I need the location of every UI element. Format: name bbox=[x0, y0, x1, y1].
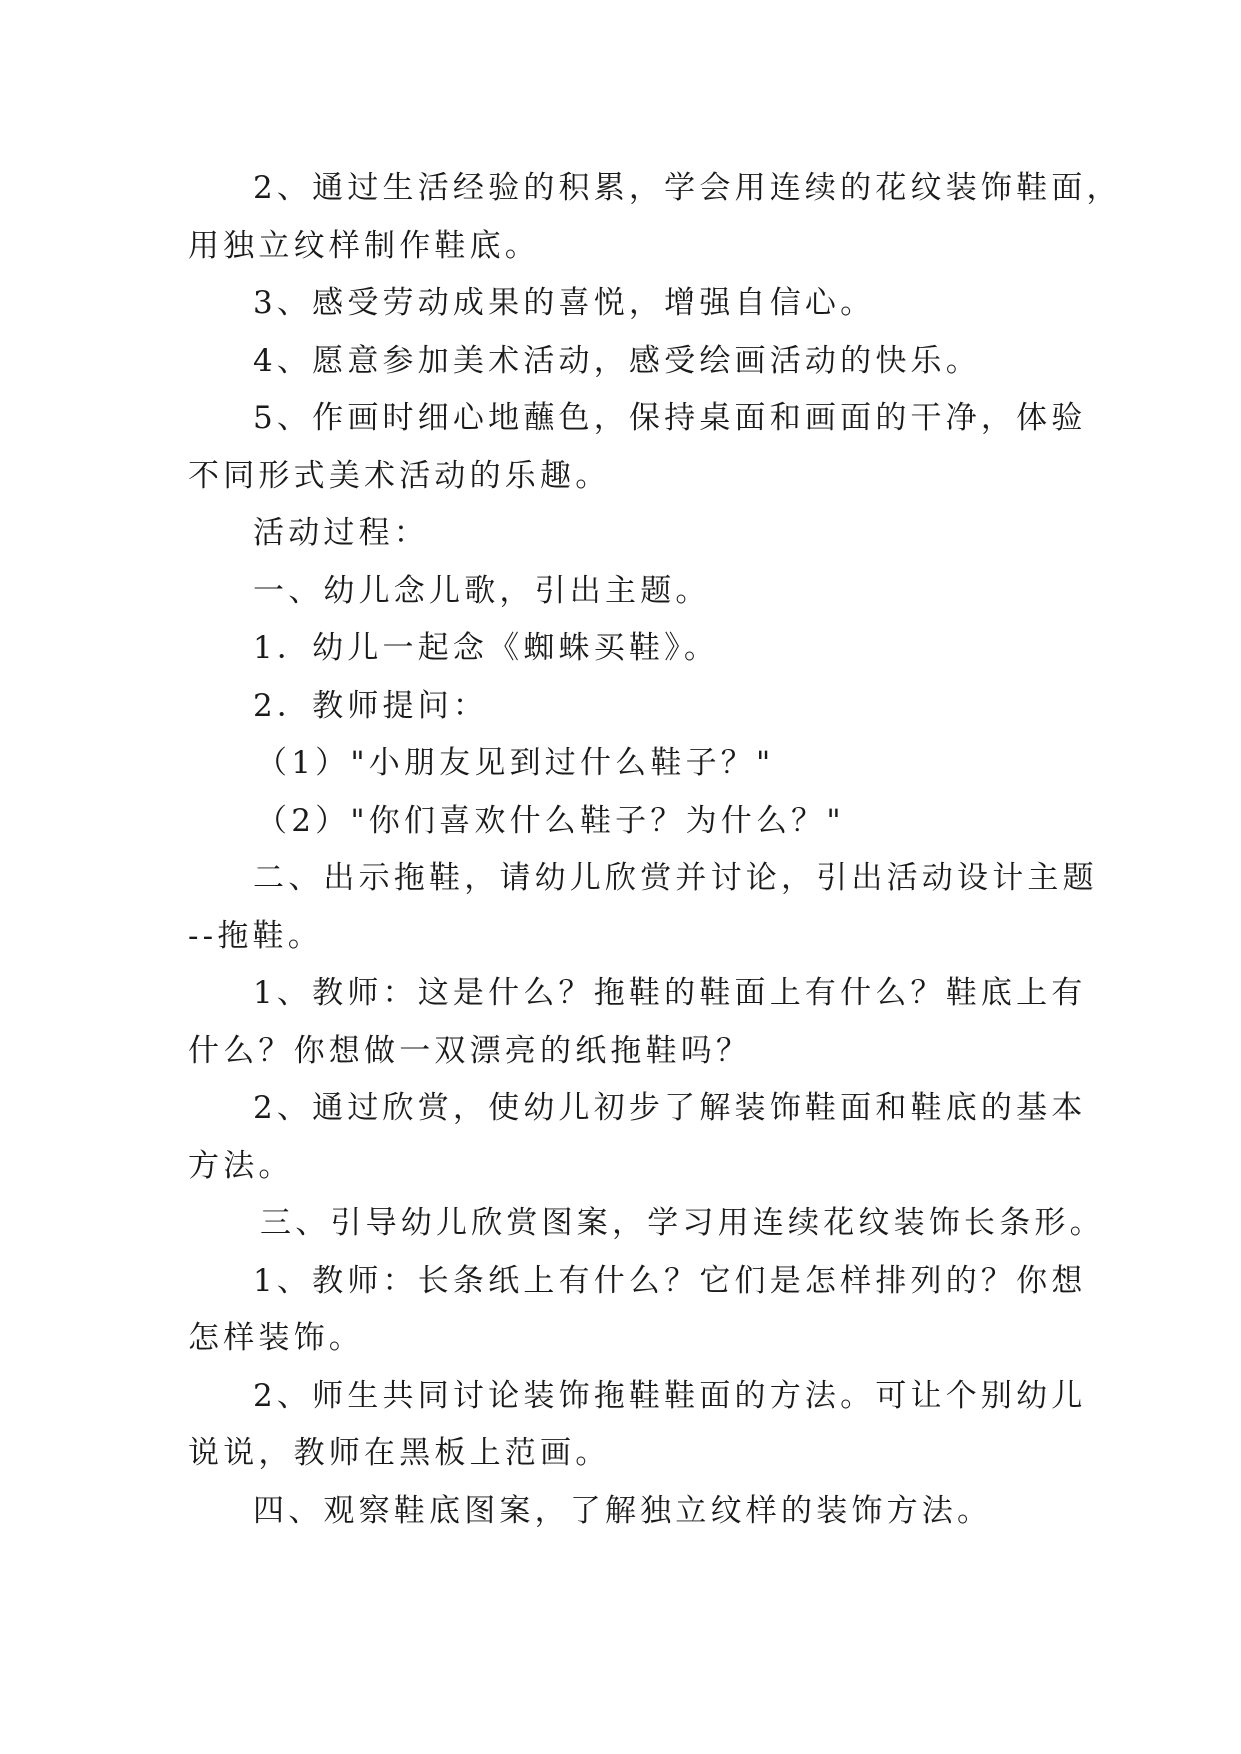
text-line: 什么？你想做一双漂亮的纸拖鞋吗？ bbox=[188, 1032, 752, 1069]
text-line: 4、愿意参加美术活动，感受绘画活动的快乐。 bbox=[253, 342, 981, 379]
text-line: 2、通过生活经验的积累，学会用连续的花纹装饰鞋面， bbox=[253, 170, 1122, 206]
text-line: 四、观察鞋底图案，了解独立纹样的装饰方法。 bbox=[253, 1492, 993, 1529]
text-line: 怎样装饰。 bbox=[188, 1320, 364, 1356]
text-line: --拖鞋。 bbox=[188, 917, 323, 954]
text-line: 5、作画时细心地蘸色，保持桌面和画面的干净，体验 bbox=[253, 400, 1087, 436]
text-line: 不同形式美术活动的乐趣。 bbox=[188, 457, 611, 494]
text-line: 3、感受劳动成果的喜悦，增强自信心。 bbox=[253, 285, 876, 321]
text-line: 1、教师：这是什么？拖鞋的鞋面上有什么？鞋底上有 bbox=[253, 975, 1087, 1011]
text-line: 2、通过欣赏，使幼儿初步了解装饰鞋面和鞋底的基本 bbox=[253, 1090, 1087, 1126]
text-line: 2．教师提问： bbox=[253, 687, 489, 724]
text-line: 1、教师：长条纸上有什么？它们是怎样排列的？你想 bbox=[253, 1262, 1087, 1299]
text-line: （2）"你们喜欢什么鞋子？为什么？" bbox=[256, 802, 845, 839]
text-line: 三、引导幼儿欣赏图案，学习用连续花纹装饰长条形。 bbox=[260, 1205, 1105, 1241]
text-line: 二、出示拖鞋，请幼儿欣赏并讨论，引出活动设计主题 bbox=[253, 860, 1098, 896]
text-line: 一、幼儿念儿歌，引出主题。 bbox=[253, 572, 711, 609]
text-line: 1．幼儿一起念《蜘蛛买鞋》。 bbox=[253, 630, 720, 666]
text-line: 活动过程： bbox=[253, 515, 429, 551]
text-line: 用独立纹样制作鞋底。 bbox=[188, 227, 540, 264]
document-body bbox=[188, 160, 1122, 1540]
text-line: 2、师生共同讨论装饰拖鞋鞋面的方法。可让个别幼儿 bbox=[253, 1377, 1087, 1414]
text-line: 方法。 bbox=[188, 1147, 294, 1184]
text-line: （1）"小朋友见到过什么鞋子？" bbox=[256, 745, 775, 781]
text-line: 说说，教师在黑板上范画。 bbox=[188, 1435, 611, 1471]
